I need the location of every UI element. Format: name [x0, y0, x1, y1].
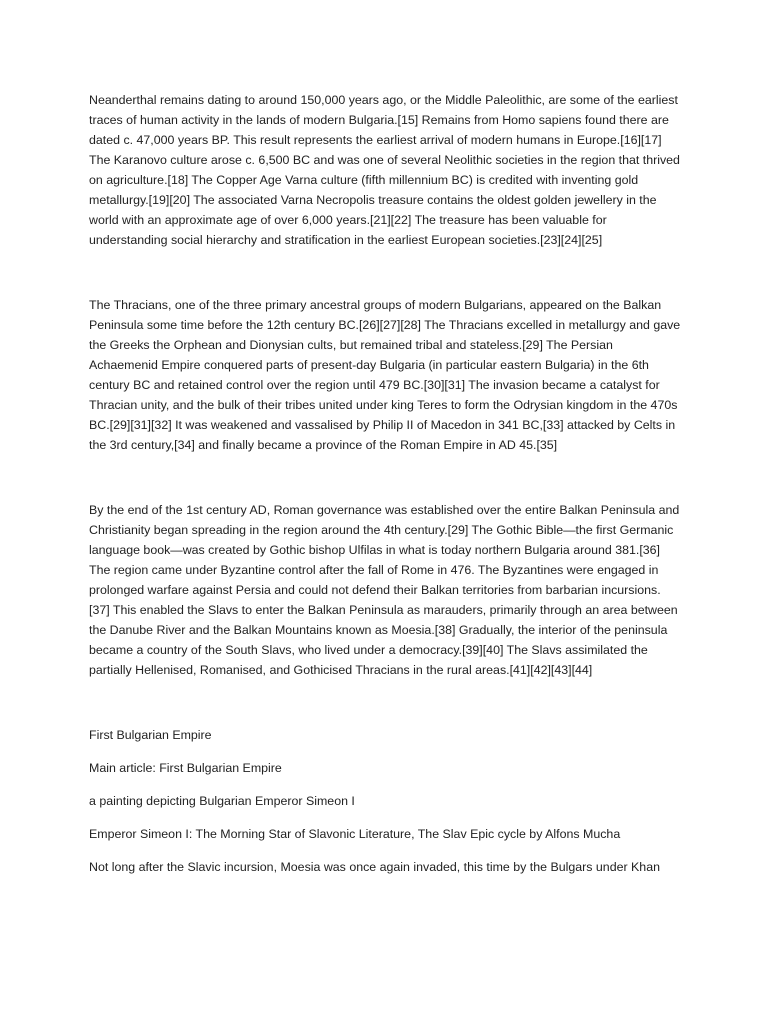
paragraph-first-empire-start: Not long after the Slavic incursion, Moesia was once again invaded, this time by the Bulgars under Khan: [89, 860, 660, 874]
main-article-note: Main article: First Bulgarian Empire: [89, 761, 282, 775]
paragraph-thracians: The Thracians, one of the three primary ancestral groups of modern Bulgarians, appeared on the Balkan Peninsula some time before the 12th century BC.[26][27][28] The Thracians excelled in metallurgy and gave the Greeks the Orphean and Dionysian cults, but remained tribal and stateless.[29] The Persian Achaemenid Empire conquered parts of present-day Bulgaria (in particular eastern Bulgaria) in the 6th century BC and retained control over the region until 479 BC.[30][31] The invasion became a catalyst for Thracian unity, and the bulk of their tribes united under king Teres to form the Odrysian kingdom in the 470s BC.[29][31][32] It was weakened and vassalised by Philip II of Macedon in 341 BC,[33] attacked by Celts in the 3rd century,[34] and finally became a province of the Roman Empire in AD 45.[35]: [89, 298, 681, 452]
document-page: [89, 90, 681, 877]
paragraph-prehistory: Neanderthal remains dating to around 150,000 years ago, or the Middle Paleolithic, are some of the earliest traces of human activity in the lands of modern Bulgaria.[15] Remains from Homo sapiens found there are dated c. 47,000 years BP. This result represents the earliest arrival of modern humans in Europe.[16][17] The Karanovo culture arose c. 6,500 BC and was one of several Neolithic societies in the region that thrived on agriculture.[18] The Copper Age Varna culture (fifth millennium BC) is credited with inventing gold metallurgy.[19][20] The associated Varna Necropolis treasure contains the oldest golden jewellery in the world with an approximate age of over 6,000 years.[21][22] The treasure has been valuable for understanding social hierarchy and stratification in the earliest European societies.[23][24][25]: [89, 93, 680, 247]
paragraph-roman-era: By the end of the 1st century AD, Roman governance was established over the entire Balkan Peninsula and Christianity began spreading in the region around the 4th century.[29] The Gothic Bible—the first Germanic language book—was created by Gothic bishop Ulfilas in what is today northern Bulgaria around 381.[36] The region came under Byzantine control after the fall of Rome in 476. The Byzantines were engaged in prolonged warfare against Persia and could not defend their Balkan territories from barbarian incursions.[37] This enabled the Slavs to enter the Balkan Peninsula as marauders, primarily through an area between the Danube River and the Balkan Mountains known as Moesia.[38] Gradually, the interior of the peninsula became a country of the South Slavs, who lived under a democracy.[39][40] The Slavs assimilated the partially Hellenised, Romanised, and Gothicised Thracians in the rural areas.[41][42][43][44]: [89, 503, 680, 677]
section-heading: First Bulgarian Empire: [89, 728, 212, 742]
image-caption: Emperor Simeon I: The Morning Star of Slavonic Literature, The Slav Epic cycle by Alfons Mucha: [89, 827, 621, 841]
image-alt-text: a painting depicting Bulgarian Emperor Simeon I: [89, 794, 355, 808]
